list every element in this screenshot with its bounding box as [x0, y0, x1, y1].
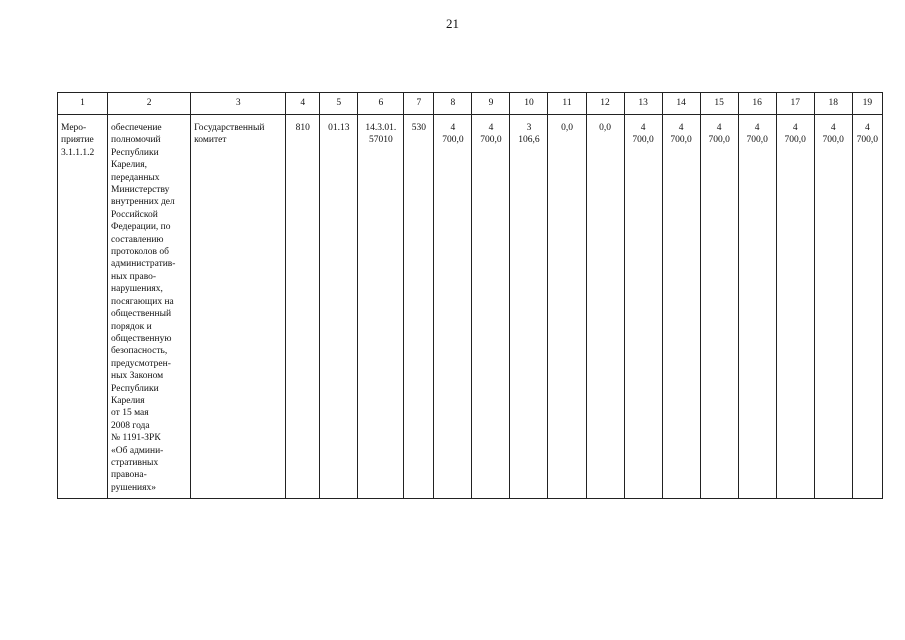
cell-line: Государственный	[194, 123, 265, 133]
cell-line: рушениях»	[111, 482, 156, 493]
header-cell: 7	[404, 93, 434, 115]
cell-line: от 15 мая	[111, 408, 149, 419]
header-cell: 6	[358, 93, 404, 115]
cell-line: протоколов об	[111, 247, 169, 258]
cell-line: Карелия,	[111, 160, 148, 171]
cell-line: 700,0	[670, 135, 692, 146]
header-cell: 15	[700, 93, 738, 115]
cell-line: 700,0	[784, 135, 806, 146]
page-number: 21	[446, 16, 459, 31]
cell-col18	[814, 115, 852, 499]
cell-line: 700,0	[632, 135, 654, 146]
cell-line: 4	[640, 123, 646, 133]
header-cell: 17	[776, 93, 814, 115]
cell-col19	[852, 115, 882, 499]
cell-line: безопасность,	[111, 346, 168, 357]
cell-line: Карелия	[111, 395, 145, 406]
cell-line: 530	[411, 123, 426, 133]
table-header	[58, 93, 883, 115]
cell-line: 0,0	[599, 123, 611, 133]
header-cell: 8	[434, 93, 472, 115]
cell-line: 700,0	[822, 135, 844, 146]
cell-line: 3	[526, 123, 532, 133]
cell-line: полномочий	[111, 135, 161, 146]
header-cell: 19	[852, 93, 882, 115]
cell-col11	[548, 115, 586, 499]
cell-line: 700,0	[746, 135, 768, 146]
cell-line: Министерству	[111, 185, 170, 196]
cell-line: 4	[678, 123, 684, 133]
cell-line: Республики	[111, 147, 159, 158]
cell-line: 4	[754, 123, 760, 133]
cell-line: 0,0	[561, 123, 573, 133]
header-row	[58, 93, 883, 115]
cell-line: 01.13	[328, 123, 350, 133]
cell-col13	[624, 115, 662, 499]
header-cell: 13	[624, 93, 662, 115]
cell-col16	[738, 115, 776, 499]
cell-line: приятие	[61, 135, 94, 146]
cell-line: Меро-	[61, 123, 87, 133]
cell-line: 700,0	[856, 135, 879, 146]
cell-line: Российской	[111, 209, 158, 220]
header-cell: 18	[814, 93, 852, 115]
cell-line: 4	[450, 123, 456, 133]
cell-line: 14.3.01.	[365, 123, 397, 133]
table-row	[58, 115, 883, 499]
cell-line: административ-	[111, 259, 176, 270]
cell-line: Федерации, по	[111, 222, 171, 233]
header-cell: 9	[472, 93, 510, 115]
cell-col4	[286, 115, 320, 499]
budget-table	[57, 92, 883, 499]
cell-col9	[472, 115, 510, 499]
cell-line: 4	[792, 123, 798, 133]
header-cell: 1	[58, 93, 108, 115]
cell-col10	[510, 115, 548, 499]
header-cell: 16	[738, 93, 776, 115]
cell-col5	[320, 115, 358, 499]
cell-col6	[358, 115, 404, 499]
cell-line: общественный	[111, 309, 172, 320]
cell-line: переданных	[111, 172, 160, 183]
cell-line: общественную	[111, 333, 172, 344]
cell-line: 4	[716, 123, 722, 133]
cell-line: 4	[830, 123, 836, 133]
cell-line: Республики	[111, 383, 159, 394]
cell-line: 57010	[368, 135, 393, 146]
header-cell: 14	[662, 93, 700, 115]
cell-agency	[191, 115, 286, 499]
cell-line: составлению	[111, 234, 164, 245]
cell-line: 700,0	[480, 135, 502, 146]
cell-line: стративных	[111, 457, 159, 468]
cell-col15	[700, 115, 738, 499]
cell-line: внутренних дел	[111, 197, 175, 208]
header-cell: 2	[108, 93, 191, 115]
cell-col12	[586, 115, 624, 499]
cell-line: 700,0	[708, 135, 730, 146]
header-cell: 4	[286, 93, 320, 115]
cell-line: порядок и	[111, 321, 152, 332]
cell-line: 2008 года	[111, 420, 150, 431]
cell-line: предусмотрен-	[111, 358, 171, 369]
cell-line: № 1191-ЗРК	[111, 433, 161, 444]
cell-line: 4	[864, 123, 870, 133]
cell-line: 3.1.1.1.2	[61, 147, 95, 158]
cell-event-id	[58, 115, 108, 499]
cell-line: обеспечение	[111, 123, 162, 133]
cell-line: ных Законом	[111, 371, 164, 382]
cell-line: комитет	[194, 135, 227, 146]
cell-line: 810	[295, 123, 310, 133]
cell-line: правона-	[111, 470, 147, 481]
cell-col7	[404, 115, 434, 499]
cell-line: 4	[488, 123, 494, 133]
cell-line: нарушениях,	[111, 284, 163, 295]
header-cell: 5	[320, 93, 358, 115]
header-cell: 11	[548, 93, 586, 115]
cell-line: 106,6	[518, 135, 540, 146]
cell-col17	[776, 115, 814, 499]
cell-description	[108, 115, 191, 499]
cell-col8	[434, 115, 472, 499]
cell-line: «Об админи-	[111, 445, 164, 456]
cell-col14	[662, 115, 700, 499]
cell-line: посягающих на	[111, 296, 174, 307]
cell-line: 700,0	[442, 135, 464, 146]
header-cell: 10	[510, 93, 548, 115]
header-cell: 12	[586, 93, 624, 115]
cell-line: ных право-	[111, 271, 157, 282]
header-cell: 3	[191, 93, 286, 115]
